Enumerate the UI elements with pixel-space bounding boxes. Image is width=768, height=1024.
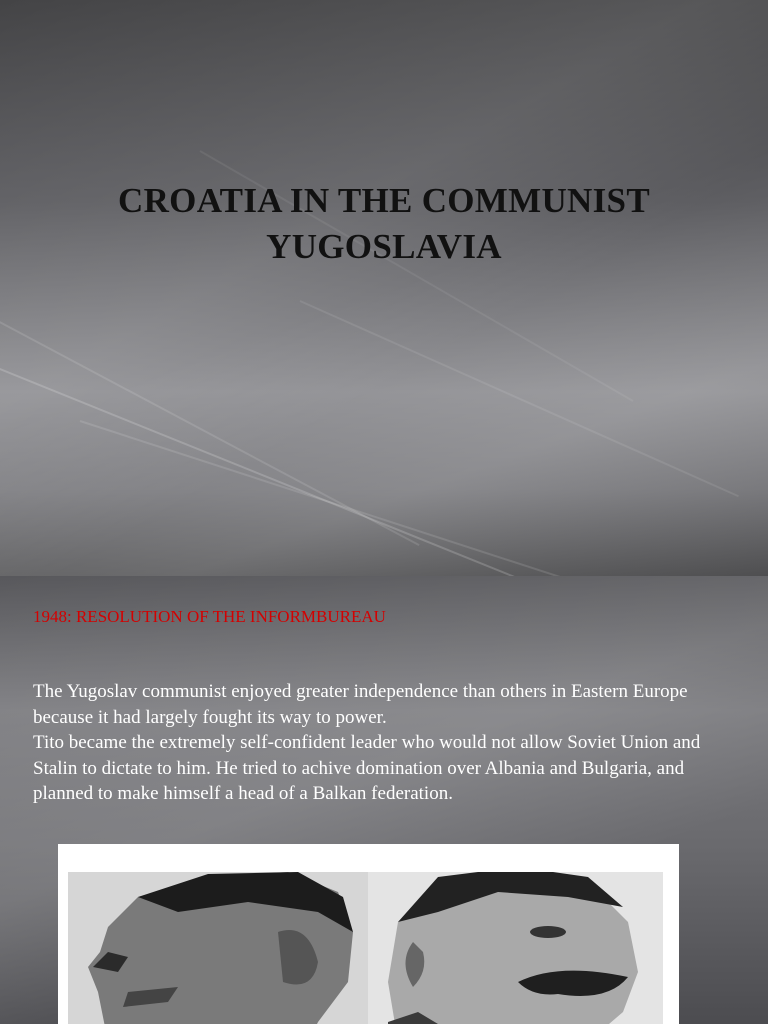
section-heading: 1948: RESOLUTION OF THE INFORMBUREAU (33, 607, 386, 626)
slide-title-line-2: YUGOSLAVIA (266, 227, 502, 266)
slide-title-line-1: CROATIA IN THE COMMUNIST (118, 181, 650, 220)
slide-title (60, 178, 708, 270)
body-text (33, 679, 745, 807)
historical-photo (58, 844, 679, 1024)
right-portrait (368, 872, 663, 1024)
content-slide (0, 576, 768, 1024)
photo-image (68, 872, 663, 1024)
paragraph-1: The Yugoslav communist enjoyed greater independence than others in Eastern Europe because it had largely fought its way to power. (33, 681, 688, 728)
paragraph-2: Tito became the extremely self-confident leader who would not allow Soviet Union and Stalin to dictate to him. He tried to achive domination over Albania and Bulgaria, and planned to make himself a head of a Balkan federation. (33, 732, 701, 804)
portraits-illustration (68, 872, 663, 1024)
left-portrait (68, 872, 368, 1024)
